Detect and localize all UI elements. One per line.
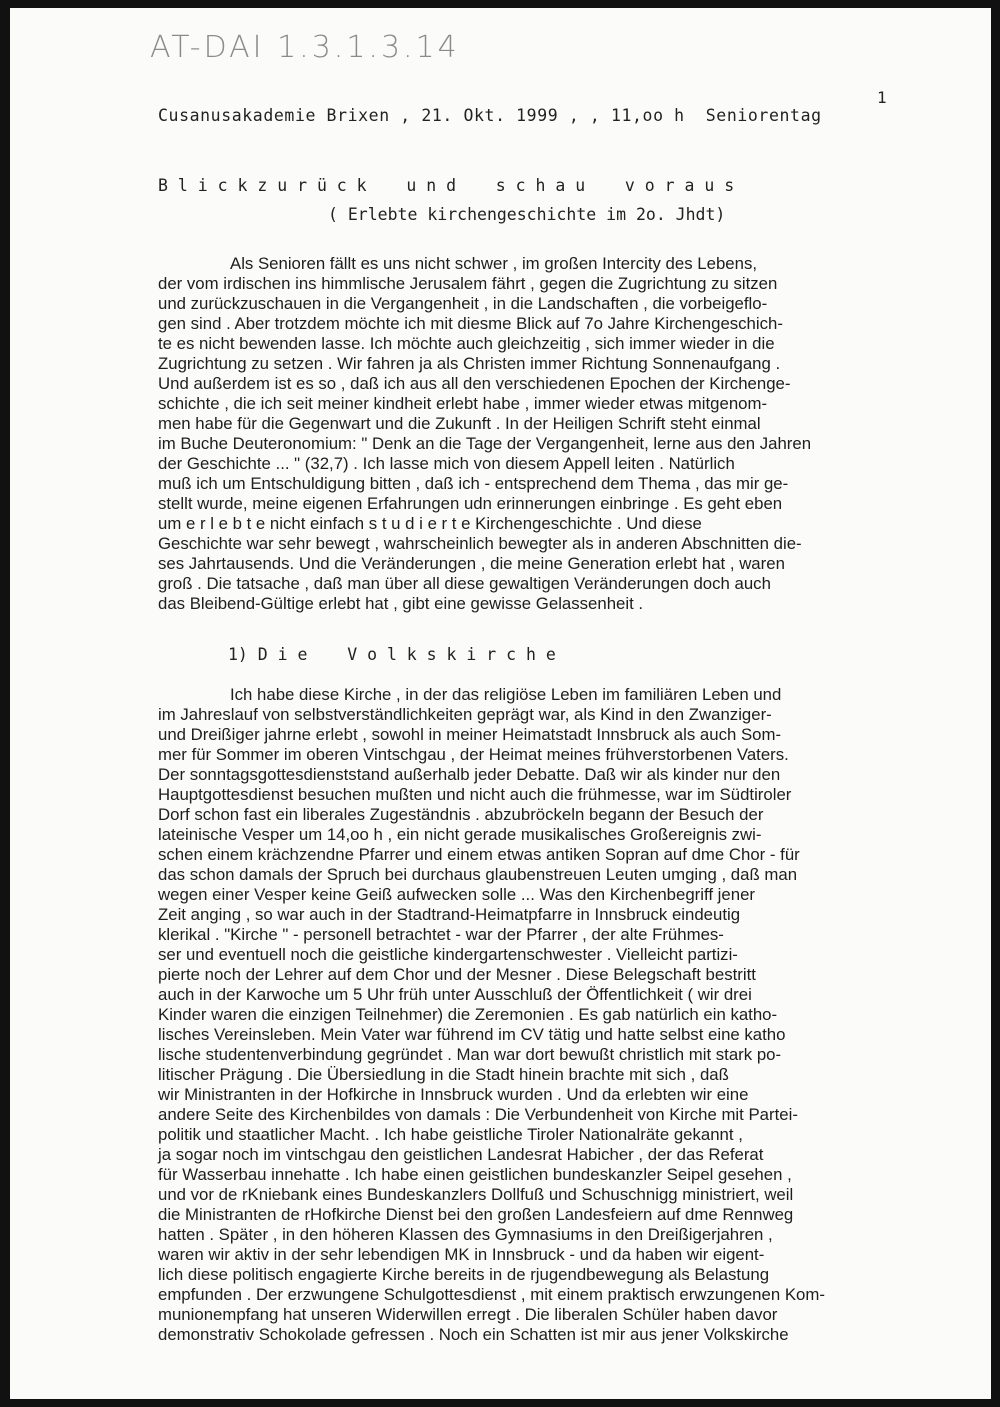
text-line: auch in der Karwoche um 5 Uhr früh unter Ausschluß der Öffentlichkeit ( wir drei: [158, 985, 752, 1004]
paragraph-volkskirche: [158, 685, 988, 1345]
archive-signature: AT-DAI 1.3.1.3.14: [150, 30, 460, 65]
text-line: empfunden . Der erzwungene Schulgottesdienst , mit einem praktisch erwzungenen Kom-: [158, 1285, 825, 1304]
text-line: das Bleibend-Gültige erlebt hat , gibt eine gewisse Gelassenheit .: [158, 594, 644, 613]
paragraph-intro: [158, 254, 988, 614]
text-line: ja sogar noch im vintschgau den geistlichen Landesrat Habicher , der das Referat: [158, 1145, 764, 1164]
text-line: politik und staatlicher Macht. . Ich habe geistliche Tiroler Nationalräte gekannt ,: [158, 1125, 743, 1144]
text-line: ses Jahrtausends. Und die Veränderungen , die meine Generation erlebt hat , waren: [158, 554, 785, 573]
text-line: lich diese politisch engagierte Kirche bereits in de rjugendbewegung als Belastung: [158, 1265, 770, 1284]
text-line: das schon damals der Spruch bei durchaus glaubenstreuen Leuten umging , daß man: [158, 865, 798, 884]
text-line: muß ich um Entschuldigung bitten , daß ich - entsprechend dem Thema , das mir ge-: [158, 474, 789, 493]
text-line: und vor de rKniebank eines Bundeskanzlers Dollfuß und Schuschnigg ministriert, weil: [158, 1185, 794, 1204]
text-line: Als Senioren fällt es uns nicht schwer , im großen Intercity des Lebens,: [230, 254, 757, 273]
text-line: mer für Sommer im oberen Vintschgau , der Heimat meines frühverstorbenen Vaters.: [158, 745, 789, 764]
text-line: lisches Vereinsleben. Mein Vater war führend im CV tätig und hatte selbst eine katho: [158, 1025, 786, 1044]
text-line: im Jahreslauf von selbstverständlichkeiten geprägt war, als Kind in den Zwanziger-: [158, 705, 772, 724]
text-line: hatten . Später , in den höheren Klassen des Gymnasiums in den Dreißigerjahren ,: [158, 1225, 773, 1244]
text-line: wegen einer Vesper keine Geiß aufwecken solle ... Was den Kirchenbegriff jener: [158, 885, 755, 904]
document-title: B l i c k z u r ü c k u n d s c h a u v o r a u s: [158, 176, 735, 195]
text-line: schichte , die ich seit meiner kindheit erlebt habe , immer wieder etwas mitgenom-: [158, 394, 768, 413]
text-line: Dorf schon fast ein liberales Zugeständnis . abzubröckeln begann der Besuch der: [158, 805, 764, 824]
text-line: und Dreißiger jahrne erlebt , sowohl in meiner Heimatstadt Innsbruck als auch Som-: [158, 725, 782, 744]
text-line: Zugrichtung zu setzen . Wir fahren ja als Christen immer Richtung Sonnenaufgang .: [158, 354, 781, 373]
text-line: und zurückzuschauen in die Vergangenheit , in die Landschaften , die vorbeigeflo-: [158, 294, 768, 313]
text-line: te es nicht bewenden lasse. Ich möchte auch gleichzeitig , sich immer wieder in die: [158, 334, 775, 353]
text-line: die Ministranten de rHofkirche Dienst bei den großen Landesfeiern auf dme Rennweg: [158, 1205, 794, 1224]
text-line: gen sind . Aber trotzdem möchte ich mit diesme Blick auf 7o Jahre Kirchengeschich-: [158, 314, 783, 333]
text-line: andere Seite des Kirchenbildes von damals : Die Verbundenheit von Kirche mit Partei-: [158, 1105, 798, 1124]
text-line: lische studentenverbindung gegründet . Man war dort bewußt christlich mit stark po-: [158, 1045, 782, 1064]
text-line: Ich habe diese Kirche , in der das religiöse Leben im familiären Leben und: [230, 685, 782, 704]
document-page: [10, 8, 991, 1399]
text-line: groß . Die tatsache , daß man über all diese gewaltigen Veränderungen doch auch: [158, 574, 771, 593]
text-line: Zeit anging , so war auch in der Stadtrand-Heimatpfarre in Innsbruck eindeutig: [158, 905, 741, 924]
text-line: litischer Prägung . Die Übersiedlung in die Stadt hinein brachte mit sich , daß: [158, 1065, 729, 1084]
text-line: schen einem krächzendne Pfarrer und einem etwas antiken Sopran auf dme Chor - für: [158, 845, 800, 864]
text-line: um e r l e b t e nicht einfach s t u d i e r t e Kirchengeschichte . Und diese: [158, 514, 702, 533]
text-line: Geschichte war sehr bewegt , wahrscheinlich bewegter als in anderen Abschnitten die-: [158, 534, 802, 553]
document-header: Cusanusakademie Brixen , 21. Okt. 1999 , , 11,oo h Seniorentag: [158, 106, 822, 125]
text-line: munionempfang hat unseren Widerwillen erregt . Die liberalen Schüler haben davor: [158, 1305, 778, 1324]
text-line: Hauptgottesdienst besuchen mußten und nicht auch die frühmesse, war im Südtiroler: [158, 785, 792, 804]
text-line: pierte noch der Lehrer auf dem Chor und der Mesner . Diese Belegschaft bestritt: [158, 965, 756, 984]
text-line: Und außerdem ist es so , daß ich aus all den verschiedenen Epochen der Kirchenge-: [158, 374, 791, 393]
text-line: Kinder waren die einzigen Teilnehmer) die Zeremonien . Es gab natürlich ein katho-: [158, 1005, 778, 1024]
text-line: ser und eventuell noch die geistliche kindergartenschwester . Vielleicht partizi-: [158, 945, 738, 964]
text-line: der vom irdischen ins himmlische Jerusalem fährt , gegen die Zugrichtung zu sitzen: [158, 274, 778, 293]
text-line: stellt wurde, meine eigenen Erfahrungen udn erinnerungen einbringe . Es geht eben: [158, 494, 783, 513]
section-heading: 1) D i e V o l k s k i r c h e: [228, 645, 556, 664]
text-line: men habe für die Gegenwart und die Zukunft . In der Heiligen Schrift steht einmal: [158, 414, 761, 433]
text-line: waren wir aktiv in der sehr lebendigen MK in Innsbruck - und da haben wir eigent-: [158, 1245, 765, 1264]
text-line: klerikal . "Kirche " - personell betrachtet - war der Pfarrer , der alte Frühmes-: [158, 925, 724, 944]
text-line: Der sonntagsgottesdienststand außerhalb jeder Debatte. Daß wir als kinder nur den: [158, 765, 781, 784]
text-line: im Buche Deuteronomium: " Denk an die Tage der Vergangenheit, lerne aus den Jahren: [158, 434, 812, 453]
text-line: lateinische Vesper um 14,oo h , ein nicht gerade musikalisches Großereignis zwi-: [158, 825, 762, 844]
text-line: wir Ministranten in der Hofkirche in Innsbruck wurden . Und da erlebten wir eine: [158, 1085, 749, 1104]
document-subtitle: ( Erlebte kirchengeschichte im 2o. Jhdt): [328, 205, 726, 224]
page-number: 1: [877, 88, 887, 107]
text-line: der Geschichte ... " (32,7) . Ich lasse mich von diesem Appell leiten . Natürlich: [158, 454, 735, 473]
text-line: demonstrativ Schokolade gefressen . Noch ein Schatten ist mir aus jener Volkskirche: [158, 1325, 789, 1344]
text-line: für Wasserbau innehatte . Ich habe einen geistlichen bundeskanzler Seipel gesehen ,: [158, 1165, 792, 1184]
